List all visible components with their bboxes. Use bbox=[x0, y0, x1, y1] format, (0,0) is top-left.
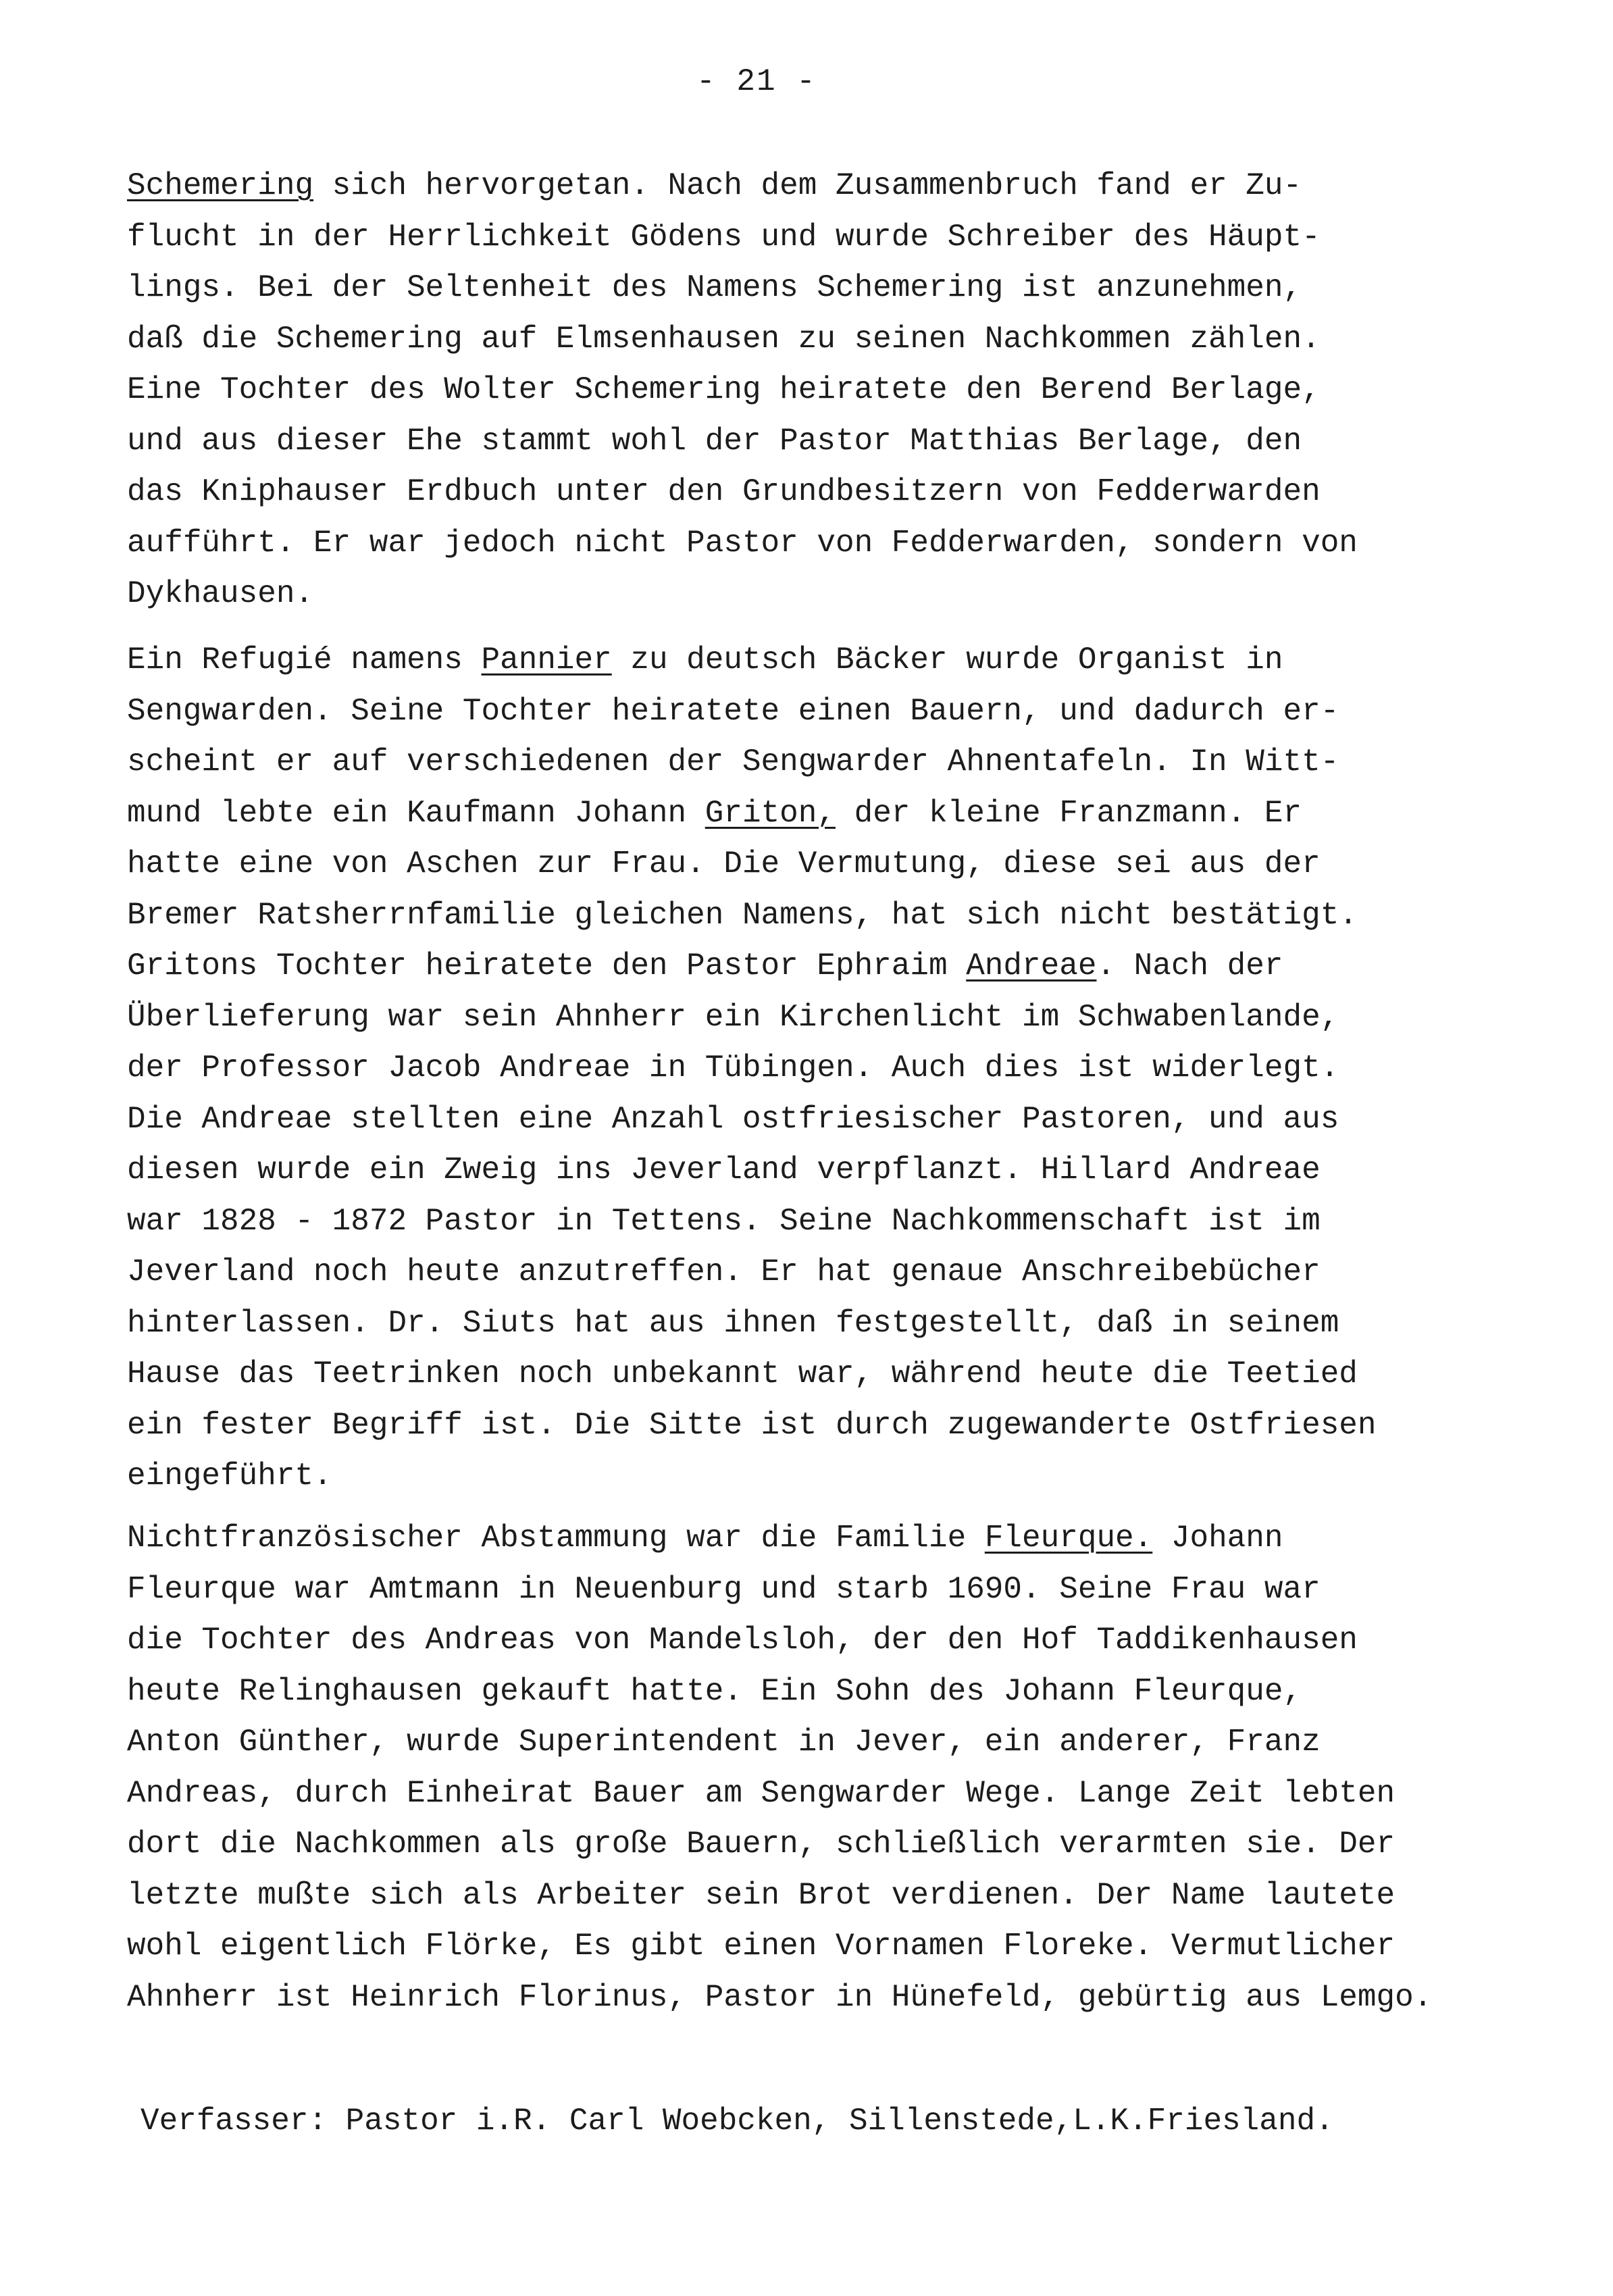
text-segment: letzte mußte sich als Arbeiter sein Brot verdienen. Der Name lautete bbox=[127, 1877, 1396, 1913]
text-line bbox=[127, 737, 1566, 788]
text-line bbox=[127, 365, 1566, 416]
text-line bbox=[127, 635, 1566, 686]
text-line bbox=[127, 839, 1566, 890]
text-line bbox=[127, 1513, 1566, 1564]
text-segment: scheint er auf verschiedenen der Sengwarder Ahnentafeln. In Witt- bbox=[127, 744, 1339, 780]
text-line bbox=[127, 1768, 1566, 1820]
text-segment: Andreas, durch Einheirat Bauer am Sengwarder Wege. Lange Zeit lebten bbox=[127, 1775, 1396, 1811]
text-line bbox=[127, 1717, 1566, 1768]
text-segment: Dykhausen. bbox=[127, 576, 314, 611]
text-line bbox=[127, 314, 1566, 365]
text-segment: eingeführt. bbox=[127, 1458, 332, 1494]
text-line bbox=[127, 1145, 1566, 1196]
text-segment: diesen wurde ein Zweig ins Jeverland verpflanzt. Hillard Andreae bbox=[127, 1152, 1321, 1188]
text-segment: mund lebte ein Kaufmann Johann bbox=[127, 795, 705, 831]
text-line bbox=[127, 1666, 1566, 1718]
text-segment: wohl eigentlich Flörke, Es gibt einen Vornamen Floreke. Vermutlicher bbox=[127, 1929, 1396, 1964]
underlined-name: Griton, bbox=[705, 795, 836, 831]
text-segment: Anton Günther, wurde Superintendent in Jever, ein anderer, Franz bbox=[127, 1725, 1321, 1760]
text-segment: aufführt. Er war jedoch nicht Pastor von Fedderwarden, sondern von bbox=[127, 525, 1358, 561]
text-segment: zu deutsch Bäcker wurde Organist in bbox=[611, 642, 1283, 678]
underlined-name: Pannier bbox=[481, 642, 612, 678]
text-line bbox=[127, 1094, 1566, 1146]
text-segment: hinterlassen. Dr. Siuts hat aus ihnen festgestellt, daß in seinem bbox=[127, 1305, 1339, 1341]
text-segment: der kleine Franzmann. Er bbox=[835, 795, 1302, 831]
author-line: Verfasser: Pastor i.R. Carl Woebcken, Sillenstede,L.K.Friesland. bbox=[140, 2103, 1334, 2139]
text-line bbox=[127, 212, 1566, 263]
text-line bbox=[127, 1349, 1566, 1400]
text-line bbox=[127, 1451, 1566, 1502]
text-line bbox=[127, 569, 1566, 620]
text-segment: . Nach der bbox=[1096, 948, 1283, 984]
text-line bbox=[127, 518, 1566, 569]
text-line bbox=[127, 992, 1566, 1044]
text-line bbox=[127, 941, 1566, 992]
text-segment: daß die Schemering auf Elmsenhausen zu seinen Nachkommen zählen. bbox=[127, 321, 1321, 357]
text-segment: Hause das Teetrinken noch unbekannt war, während heute die Teetied bbox=[127, 1356, 1358, 1392]
text-line bbox=[127, 1615, 1566, 1666]
text-segment: das Kniphauser Erdbuch unter den Grundbesitzern von Fedderwarden bbox=[127, 474, 1321, 509]
text-line bbox=[127, 416, 1566, 467]
text-line bbox=[127, 788, 1566, 840]
text-segment: ein fester Begriff ist. Die Sitte ist durch zugewanderte Ostfriesen bbox=[127, 1407, 1377, 1443]
paragraph-fleurque bbox=[127, 1513, 1566, 2023]
text-line bbox=[127, 1298, 1566, 1350]
paragraph-schemering bbox=[127, 161, 1566, 620]
text-segment: Eine Tochter des Wolter Schemering heiratete den Berend Berlage, bbox=[127, 372, 1321, 407]
text-segment: Sengwarden. Seine Tochter heiratete einen Bauern, und dadurch er- bbox=[127, 693, 1339, 729]
text-segment: der Professor Jacob Andreae in Tübingen. Auch dies ist widerlegt. bbox=[127, 1050, 1339, 1086]
paragraph-pannier-griton-andreae bbox=[127, 635, 1566, 1502]
text-segment: und aus dieser Ehe stammt wohl der Pastor Matthias Berlage, den bbox=[127, 423, 1302, 459]
text-line bbox=[127, 467, 1566, 518]
text-segment: Gritons Tochter heiratete den Pastor Ephraim bbox=[127, 948, 967, 984]
text-line bbox=[127, 1819, 1566, 1870]
text-line bbox=[127, 1972, 1566, 2024]
text-segment: Jeverland noch heute anzutreffen. Er hat genaue Anschreibebücher bbox=[127, 1254, 1321, 1290]
text-segment: die Tochter des Andreas von Mandelsloh, der den Hof Taddikenhausen bbox=[127, 1623, 1358, 1658]
text-segment: flucht in der Herrlichkeit Gödens und wurde Schreiber des Häupt- bbox=[127, 219, 1321, 255]
text-segment: Überlieferung war sein Ahnherr ein Kirchenlicht im Schwabenlande, bbox=[127, 999, 1339, 1035]
text-segment: lings. Bei der Seltenheit des Namens Schemering ist anzunehmen, bbox=[127, 270, 1302, 305]
text-segment: hatte eine von Aschen zur Frau. Die Vermutung, diese sei aus der bbox=[127, 846, 1321, 882]
text-line bbox=[127, 1400, 1566, 1452]
text-line bbox=[127, 890, 1566, 942]
text-segment: Die Andreae stellten eine Anzahl ostfriesischer Pastoren, und aus bbox=[127, 1101, 1339, 1137]
text-line bbox=[127, 1247, 1566, 1298]
text-segment: sich hervorgetan. Nach dem Zusammenbruch fand er Zu- bbox=[313, 168, 1302, 203]
text-line bbox=[127, 1870, 1566, 1922]
text-segment: Nichtfranzösischer Abstammung war die Familie bbox=[127, 1521, 985, 1556]
text-line bbox=[127, 1921, 1566, 1972]
underlined-name: Fleurque. bbox=[984, 1521, 1153, 1556]
text-line bbox=[127, 161, 1566, 212]
text-line bbox=[127, 263, 1566, 314]
text-segment: Johann bbox=[1152, 1521, 1283, 1556]
text-segment: Bremer Ratsherrnfamilie gleichen Namens, hat sich nicht bestätigt. bbox=[127, 897, 1358, 933]
page-number: - 21 - bbox=[696, 64, 817, 99]
underlined-name: Schemering bbox=[127, 168, 314, 203]
text-segment: Ahnherr ist Heinrich Florinus, Pastor in Hünefeld, gebürtig aus Lemgo. bbox=[127, 1979, 1433, 2015]
text-segment: Ein Refugié namens bbox=[127, 642, 482, 678]
text-line bbox=[127, 1564, 1566, 1616]
text-line bbox=[127, 686, 1566, 738]
text-segment: Fleurque war Amtmann in Neuenburg und starb 1690. Seine Frau war bbox=[127, 1571, 1321, 1607]
underlined-name: Andreae bbox=[966, 948, 1097, 984]
text-segment: dort die Nachkommen als große Bauern, schließlich verarmten sie. Der bbox=[127, 1827, 1396, 1862]
text-segment: war 1828 - 1872 Pastor in Tettens. Seine Nachkommenschaft ist im bbox=[127, 1203, 1321, 1239]
text-segment: heute Relinghausen gekauft hatte. Ein Sohn des Johann Fleurque, bbox=[127, 1673, 1302, 1709]
text-line bbox=[127, 1196, 1566, 1248]
text-line bbox=[127, 1043, 1566, 1094]
